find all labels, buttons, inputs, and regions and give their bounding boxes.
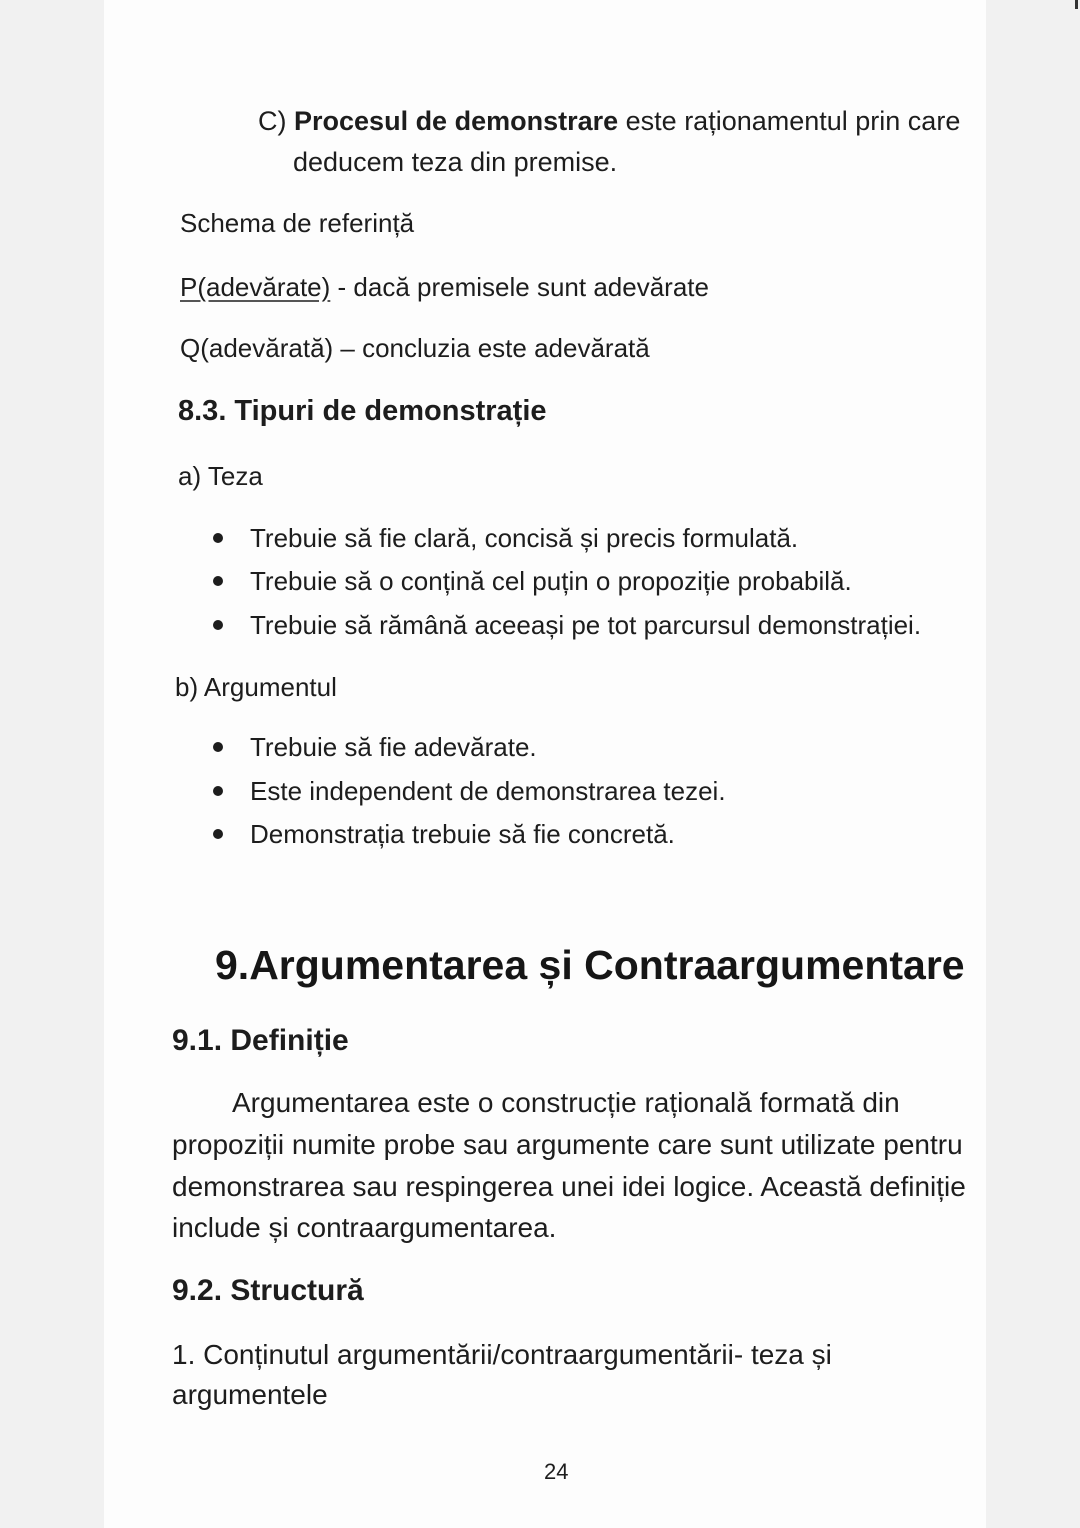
paragraph-line: include și contraargumentarea. (172, 1212, 557, 1243)
scan-mark (1075, 0, 1078, 9)
structure-item-line: argumentele (172, 1379, 328, 1410)
bullet-text: Trebuie să fie adevărate. (250, 732, 537, 762)
subsection-label-teza: a) Teza (178, 461, 263, 491)
schema-title: Schema de referință (180, 208, 415, 238)
item-label-c: C) (258, 106, 287, 136)
bullet-icon (213, 533, 223, 543)
bullet-icon (213, 620, 223, 630)
list-item (213, 732, 537, 763)
bullet-text: Este independent de demonstrarea tezei. (250, 776, 726, 806)
schema-p-description: - dacă premisele sunt adevărate (337, 272, 709, 302)
demonstration-process-term: Procesul de demonstrare (294, 106, 619, 136)
bullet-icon (213, 829, 223, 839)
bullet-text: Trebuie să rămână aceeași pe tot parcursul demonstrației. (250, 610, 922, 640)
list-item (213, 776, 726, 807)
paragraph-line: demonstrarea sau respingerea unei idei logice. Această definiție (172, 1171, 966, 1202)
list-item (213, 819, 675, 850)
structure-item-line: 1. Conținutul argumentării/contraargumentării- teza și (172, 1339, 832, 1370)
section-heading-9-2: 9.2. Structură (172, 1274, 364, 1307)
bullet-icon (213, 576, 223, 586)
list-item (213, 566, 852, 597)
bullet-icon (213, 742, 223, 752)
bullet-text: Trebuie să fie clară, concisă și precis formulată. (250, 523, 799, 553)
demonstration-process-line-2: deducem teza din premise. (293, 147, 618, 177)
page-number: 24 (544, 1459, 569, 1484)
bullet-icon (213, 786, 223, 796)
section-heading-9-1: 9.1. Definiție (172, 1024, 349, 1057)
section-heading-8-3: 8.3. Tipuri de demonstrație (178, 395, 547, 427)
bullet-text: Demonstrația trebuie să fie concretă. (250, 819, 675, 849)
schema-q-line: Q(adevărată) – concluzia este adevărată (180, 333, 650, 363)
demonstration-process-line (258, 105, 960, 137)
paragraph-line: Argumentarea este o construcție rațională formată din (232, 1087, 900, 1118)
paragraph-line: propoziții numite probe sau argumente care sunt utilizate pentru (172, 1129, 963, 1160)
bullet-text: Trebuie să o conțină cel puțin o propoziție probabilă. (250, 566, 852, 596)
schema-p-term: P(adevărate) (180, 272, 331, 302)
demonstration-process-definition: este raționamentul prin care (625, 106, 961, 136)
list-item (213, 610, 921, 641)
subsection-label-argumentul: b) Argumentul (175, 672, 337, 702)
chapter-heading-9: 9.Argumentarea și Contraargumentare (215, 942, 965, 988)
schema-p-line (180, 272, 709, 303)
list-item (213, 523, 798, 554)
